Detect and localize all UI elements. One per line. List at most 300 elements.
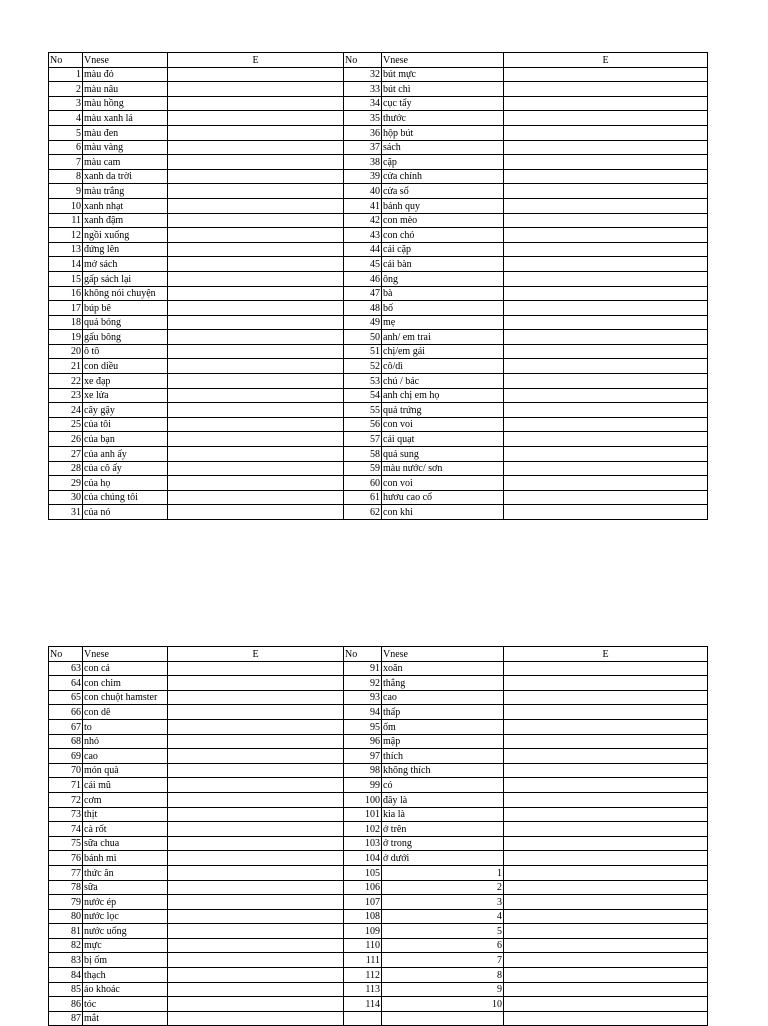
vietnamese-term: xanh đậm [83, 213, 168, 228]
row-number: 59 [344, 461, 382, 476]
vietnamese-term: con cá [83, 661, 168, 676]
english-term [504, 909, 708, 924]
vietnamese-term: ông [382, 271, 504, 286]
english-term [168, 96, 344, 111]
vietnamese-term: xanh nhạt [83, 198, 168, 213]
row-number: 18 [49, 315, 83, 330]
english-term [504, 125, 708, 140]
vietnamese-term: màu nước/ sơn [382, 461, 504, 476]
row-number: 101 [344, 807, 382, 822]
row-number: 30 [49, 490, 83, 505]
vietnamese-term: màu đỏ [83, 67, 168, 82]
vietnamese-term: cao [83, 749, 168, 764]
vietnamese-term: 7 [382, 953, 504, 968]
row-number: 93 [344, 690, 382, 705]
vietnamese-term: của anh ấy [83, 447, 168, 462]
vietnamese-term: búp bê [83, 301, 168, 316]
english-term [168, 895, 344, 910]
table-row [49, 880, 708, 895]
english-term [168, 982, 344, 997]
vietnamese-term: 3 [382, 895, 504, 910]
vietnamese-term: mực [83, 938, 168, 953]
vietnamese-term: thấp [382, 705, 504, 720]
vietnamese-term: 6 [382, 938, 504, 953]
english-term [168, 997, 344, 1012]
english-term [504, 749, 708, 764]
table-row [49, 822, 708, 837]
header-e: E [504, 53, 708, 68]
table-row [49, 953, 708, 968]
row-number: 94 [344, 705, 382, 720]
vocab-table-2-body [49, 647, 708, 1026]
row-number: 26 [49, 432, 83, 447]
row-number: 20 [49, 344, 83, 359]
row-number: 113 [344, 982, 382, 997]
row-number: 63 [49, 661, 83, 676]
english-term [168, 807, 344, 822]
row-number: 40 [344, 184, 382, 199]
vietnamese-term: của cô ấy [83, 461, 168, 476]
english-term [504, 184, 708, 199]
english-term [504, 924, 708, 939]
english-term [504, 315, 708, 330]
vietnamese-term: ở trong [382, 836, 504, 851]
row-number: 48 [344, 301, 382, 316]
english-term [168, 271, 344, 286]
row-number: 85 [49, 982, 83, 997]
table-row [49, 330, 708, 345]
vietnamese-term: cửa sổ [382, 184, 504, 199]
english-term [504, 661, 708, 676]
vietnamese-term: 2 [382, 880, 504, 895]
vietnamese-term: quả trứng [382, 403, 504, 418]
english-term [504, 461, 708, 476]
row-number: 97 [344, 749, 382, 764]
row-number: 46 [344, 271, 382, 286]
english-term [504, 734, 708, 749]
row-number: 76 [49, 851, 83, 866]
vietnamese-term: 9 [382, 982, 504, 997]
english-term [504, 447, 708, 462]
table-row [49, 155, 708, 170]
row-number: 3 [49, 96, 83, 111]
row-number: 100 [344, 792, 382, 807]
table-row [49, 315, 708, 330]
vocab-table-1-body [49, 53, 708, 520]
table-row [49, 676, 708, 691]
vietnamese-term: gấp sách lại [83, 271, 168, 286]
vietnamese-term: 4 [382, 909, 504, 924]
vietnamese-term: chú / bác [382, 374, 504, 389]
header-no: No [344, 53, 382, 68]
row-number: 91 [344, 661, 382, 676]
vietnamese-term: 1 [382, 865, 504, 880]
table-row [49, 705, 708, 720]
english-term [168, 968, 344, 983]
vietnamese-term: 5 [382, 924, 504, 939]
english-term [504, 388, 708, 403]
english-term [504, 778, 708, 793]
english-term [504, 96, 708, 111]
row-number: 27 [49, 447, 83, 462]
table-row [49, 807, 708, 822]
row-number: 114 [344, 997, 382, 1012]
header-vnese: Vnese [83, 647, 168, 662]
vietnamese-term: của nó [83, 505, 168, 520]
english-term [504, 953, 708, 968]
english-term [168, 111, 344, 126]
row-number: 4 [49, 111, 83, 126]
english-term [168, 198, 344, 213]
vietnamese-term: nước uống [83, 924, 168, 939]
english-term [168, 690, 344, 705]
header-e: E [168, 53, 344, 68]
vietnamese-term: của tôi [83, 417, 168, 432]
row-number: 5 [49, 125, 83, 140]
english-term [504, 968, 708, 983]
english-term [168, 865, 344, 880]
row-number: 79 [49, 895, 83, 910]
vietnamese-term: màu nâu [83, 82, 168, 97]
vietnamese-term: cửa chính [382, 169, 504, 184]
english-term [168, 344, 344, 359]
row-number: 77 [49, 865, 83, 880]
table-row [49, 359, 708, 374]
row-number: 34 [344, 96, 382, 111]
table-row [49, 286, 708, 301]
vietnamese-term: nước ép [83, 895, 168, 910]
vietnamese-term: con voi [382, 417, 504, 432]
english-term [504, 676, 708, 691]
header-vnese: Vnese [382, 53, 504, 68]
english-term [504, 690, 708, 705]
row-number: 19 [49, 330, 83, 345]
english-term [504, 822, 708, 837]
header-vnese: Vnese [382, 647, 504, 662]
vietnamese-term: con chó [382, 228, 504, 243]
english-term [504, 982, 708, 997]
row-number: 24 [49, 403, 83, 418]
vietnamese-term: nước lọc [83, 909, 168, 924]
vietnamese-term: thịt [83, 807, 168, 822]
table-row [49, 96, 708, 111]
row-number: 2 [49, 82, 83, 97]
english-term [504, 705, 708, 720]
english-term [168, 705, 344, 720]
english-term [168, 461, 344, 476]
row-number: 13 [49, 242, 83, 257]
vietnamese-term: 10 [382, 997, 504, 1012]
row-number: 42 [344, 213, 382, 228]
table-row [49, 490, 708, 505]
vietnamese-term: hộp bút [382, 125, 504, 140]
table-row [49, 228, 708, 243]
vietnamese-term: hươu cao cổ [382, 490, 504, 505]
english-term [168, 490, 344, 505]
row-number: 75 [49, 836, 83, 851]
english-term [168, 184, 344, 199]
vietnamese-term: tóc [83, 997, 168, 1012]
english-term [168, 155, 344, 170]
row-number: 10 [49, 198, 83, 213]
vietnamese-term: thức ăn [83, 865, 168, 880]
row-number: 111 [344, 953, 382, 968]
vietnamese-term: của họ [83, 476, 168, 491]
table-row [49, 169, 708, 184]
row-number: 56 [344, 417, 382, 432]
row-number: 43 [344, 228, 382, 243]
row-number: 102 [344, 822, 382, 837]
english-term [168, 359, 344, 374]
row-number: 17 [49, 301, 83, 316]
row-number: 11 [49, 213, 83, 228]
row-number: 71 [49, 778, 83, 793]
vietnamese-term: thích [382, 749, 504, 764]
english-term [504, 895, 708, 910]
header-no: No [49, 53, 83, 68]
row-number: 84 [49, 968, 83, 983]
row-number: 99 [344, 778, 382, 793]
vietnamese-term: thẳng [382, 676, 504, 691]
english-term [168, 822, 344, 837]
english-term [504, 432, 708, 447]
vietnamese-term: mở sách [83, 257, 168, 272]
row-number: 14 [49, 257, 83, 272]
english-term [168, 851, 344, 866]
english-term [504, 271, 708, 286]
vietnamese-term: áo khoác [83, 982, 168, 997]
english-term [168, 213, 344, 228]
table-row [49, 198, 708, 213]
english-term [504, 169, 708, 184]
english-term [168, 836, 344, 851]
english-term [168, 938, 344, 953]
row-number: 67 [49, 719, 83, 734]
table-row [49, 374, 708, 389]
vietnamese-term: sách [382, 140, 504, 155]
row-number: 31 [49, 505, 83, 520]
vietnamese-term: màu cam [83, 155, 168, 170]
vietnamese-term: con voi [382, 476, 504, 491]
table-row [49, 997, 708, 1012]
row-number: 103 [344, 836, 382, 851]
table-row [49, 865, 708, 880]
english-term [168, 778, 344, 793]
table-row [49, 968, 708, 983]
row-number: 55 [344, 403, 382, 418]
english-term [504, 155, 708, 170]
header-no: No [49, 647, 83, 662]
vocab-table-2 [48, 646, 708, 1026]
english-term [504, 67, 708, 82]
vietnamese-term: ở dưới [382, 851, 504, 866]
table-row [49, 719, 708, 734]
header-row [49, 53, 708, 68]
table-row [49, 140, 708, 155]
vietnamese-term: của bạn [83, 432, 168, 447]
row-number: 69 [49, 749, 83, 764]
english-term [504, 836, 708, 851]
english-term [168, 315, 344, 330]
english-term [168, 242, 344, 257]
table-row [49, 851, 708, 866]
english-term [504, 476, 708, 491]
table-row [49, 111, 708, 126]
row-number: 21 [49, 359, 83, 374]
row-number: 28 [49, 461, 83, 476]
english-term [168, 330, 344, 345]
english-term [168, 924, 344, 939]
vietnamese-term: cái quạt [382, 432, 504, 447]
english-term [504, 359, 708, 374]
row-number: 68 [49, 734, 83, 749]
table-row [49, 734, 708, 749]
english-term [168, 125, 344, 140]
vietnamese-term: bà [382, 286, 504, 301]
english-term [168, 301, 344, 316]
row-number: 74 [49, 822, 83, 837]
row-number: 7 [49, 155, 83, 170]
vietnamese-term: anh/ em trai [382, 330, 504, 345]
row-number: 105 [344, 865, 382, 880]
vietnamese-term: bánh mì [83, 851, 168, 866]
header-no: No [344, 647, 382, 662]
table-row [49, 432, 708, 447]
vietnamese-term: của chúng tôi [83, 490, 168, 505]
english-term [168, 169, 344, 184]
row-number: 15 [49, 271, 83, 286]
table-row [49, 909, 708, 924]
english-term [168, 734, 344, 749]
row-number: 32 [344, 67, 382, 82]
row-number: 80 [49, 909, 83, 924]
row-number: 16 [49, 286, 83, 301]
row-number: 86 [49, 997, 83, 1012]
vietnamese-term: quả sung [382, 447, 504, 462]
row-number: 25 [49, 417, 83, 432]
row-number: 41 [344, 198, 382, 213]
header-e: E [504, 647, 708, 662]
table-row [49, 461, 708, 476]
row-number: 110 [344, 938, 382, 953]
row-number: 51 [344, 344, 382, 359]
table-row [49, 344, 708, 359]
vietnamese-term: xoăn [382, 661, 504, 676]
vietnamese-term: chị/em gái [382, 344, 504, 359]
vietnamese-term: sữa [83, 880, 168, 895]
english-term [504, 140, 708, 155]
vietnamese-term: cục tẩy [382, 96, 504, 111]
vocab-table-1 [48, 52, 708, 520]
row-number: 107 [344, 895, 382, 910]
english-term [504, 997, 708, 1012]
english-term [504, 228, 708, 243]
vietnamese-term: mập [382, 734, 504, 749]
row-number: 61 [344, 490, 382, 505]
vietnamese-term: sữa chua [83, 836, 168, 851]
vietnamese-term: con chim [83, 676, 168, 691]
row-number: 98 [344, 763, 382, 778]
row-number: 64 [49, 676, 83, 691]
english-term [504, 490, 708, 505]
row-number: 49 [344, 315, 382, 330]
vietnamese-term: cái cặp [382, 242, 504, 257]
row-number: 8 [49, 169, 83, 184]
row-number: 37 [344, 140, 382, 155]
row-number: 44 [344, 242, 382, 257]
vietnamese-term: con dê [83, 705, 168, 720]
vietnamese-term: đứng lên [83, 242, 168, 257]
vietnamese-term: xe lửa [83, 388, 168, 403]
vietnamese-term: bánh quy [382, 198, 504, 213]
vietnamese-term: món quà [83, 763, 168, 778]
vietnamese-term: con chuột hamster [83, 690, 168, 705]
vietnamese-term: màu xanh lá [83, 111, 168, 126]
english-term [504, 374, 708, 389]
row-number: 83 [49, 953, 83, 968]
vietnamese-term: cây gậy [83, 403, 168, 418]
vietnamese-term: kia là [382, 807, 504, 822]
vietnamese-term: bị ốm [83, 953, 168, 968]
row-number: 62 [344, 505, 382, 520]
vietnamese-term: không nói chuyện [83, 286, 168, 301]
vietnamese-term: ở trên [382, 822, 504, 837]
english-term [504, 403, 708, 418]
vietnamese-term: cao [382, 690, 504, 705]
vietnamese-term: cà rốt [83, 822, 168, 837]
row-number: 57 [344, 432, 382, 447]
english-term [504, 82, 708, 97]
table-row [49, 271, 708, 286]
vietnamese-term: nhỏ [83, 734, 168, 749]
english-term [504, 198, 708, 213]
english-term [168, 417, 344, 432]
english-term [168, 661, 344, 676]
table-row [49, 763, 708, 778]
table-row [49, 257, 708, 272]
vietnamese-term: không thích [382, 763, 504, 778]
vietnamese-term: 8 [382, 968, 504, 983]
english-term [168, 67, 344, 82]
vietnamese-term: thước [382, 111, 504, 126]
table-row [49, 476, 708, 491]
english-term [168, 286, 344, 301]
vietnamese-term: con mèo [382, 213, 504, 228]
row-number: 33 [344, 82, 382, 97]
table-row [49, 778, 708, 793]
english-term [504, 851, 708, 866]
english-term [168, 228, 344, 243]
row-number: 81 [49, 924, 83, 939]
vietnamese-term: anh chị em họ [382, 388, 504, 403]
english-term [504, 330, 708, 345]
vietnamese-term: bút mực [382, 67, 504, 82]
vietnamese-term: màu trắng [83, 184, 168, 199]
table-row [49, 792, 708, 807]
english-term [504, 719, 708, 734]
row-number: 9 [49, 184, 83, 199]
vietnamese-term: màu hồng [83, 96, 168, 111]
row-number: 95 [344, 719, 382, 734]
english-term [504, 865, 708, 880]
english-term [504, 257, 708, 272]
english-term [504, 301, 708, 316]
row-number: 96 [344, 734, 382, 749]
table-row [49, 184, 708, 199]
table-row [49, 836, 708, 851]
vietnamese-term: ốm [382, 719, 504, 734]
row-number: 39 [344, 169, 382, 184]
